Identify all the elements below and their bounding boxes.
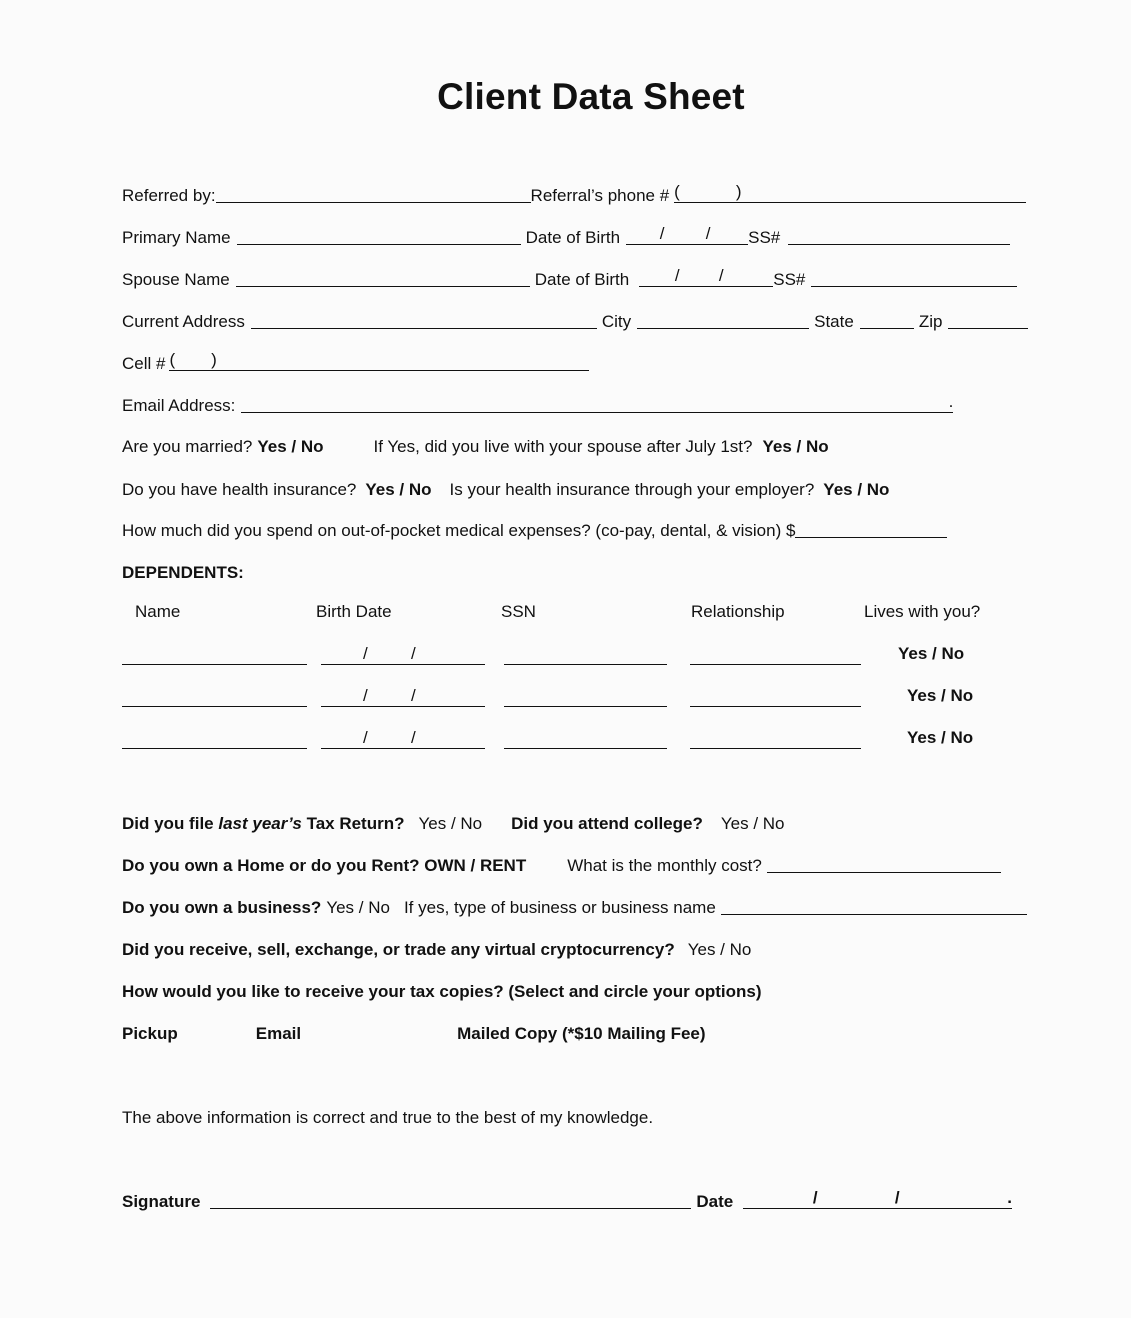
state-field[interactable] <box>860 310 914 329</box>
address-field[interactable] <box>251 310 597 329</box>
tax-return-row <box>122 810 1071 834</box>
home-rent-row <box>122 852 1071 876</box>
dep-ssn-field[interactable] <box>504 664 667 665</box>
option-mailed-copy[interactable]: Mailed Copy (*$10 Mailing Fee) <box>457 1024 706 1043</box>
dep-ssn-field[interactable] <box>504 748 667 749</box>
business-question: Do you own a business? <box>122 898 322 917</box>
live-with-spouse-yes-no[interactable]: Yes / No <box>762 437 829 456</box>
address-label: Current Address <box>122 312 245 331</box>
primary-row <box>122 224 1071 248</box>
signature-field[interactable] <box>210 1190 691 1209</box>
dependents-heading: DEPENDENTS: <box>122 563 244 582</box>
dep-col-birth-date: Birth Date <box>316 602 392 621</box>
tax-copies-row <box>122 978 1071 1002</box>
spouse-row <box>122 266 1071 290</box>
city-label: City <box>601 312 632 331</box>
dep-birth-slash: / <box>363 644 368 663</box>
city-field[interactable] <box>637 310 809 329</box>
referral-row <box>122 182 1071 206</box>
dep-col-ssn: SSN <box>501 602 536 621</box>
college-yes-no[interactable]: Yes / No <box>720 814 785 833</box>
primary-ss-label: SS# <box>748 228 781 247</box>
email-period: . <box>948 392 954 411</box>
crypto-yes-no[interactable]: Yes / No <box>687 940 752 959</box>
spouse-dob-label: Date of Birth <box>534 270 630 289</box>
married-row <box>122 433 1071 457</box>
home-rent-question[interactable]: Do you own a Home or do you Rent? OWN / RENT <box>122 856 527 875</box>
health-insurance-question: Do you have health insurance? <box>122 480 357 499</box>
dep-name-field[interactable] <box>122 706 307 707</box>
insurance-employer-yes-no[interactable]: Yes / No <box>823 480 890 499</box>
dep-birth-slash: / <box>363 728 368 747</box>
cell-field[interactable] <box>169 352 589 371</box>
crypto-row <box>122 936 1071 960</box>
signature-date-label: Date <box>696 1192 734 1211</box>
married-yes-no[interactable]: Yes / No <box>257 437 324 456</box>
tax-return-yes-no[interactable]: Yes / No <box>418 814 483 833</box>
dependents-heading-row <box>122 559 1071 583</box>
dep-birth-field[interactable] <box>321 706 485 707</box>
dep-birth-slash: / <box>411 728 416 747</box>
tax-copies-question: How would you like to receive your tax copies? (Select and circle your options) <box>122 982 762 1001</box>
dep-lives-with-yes-no[interactable]: Yes / No <box>907 728 974 747</box>
dep-lives-with-yes-no[interactable]: Yes / No <box>898 644 965 663</box>
page-title: Client Data Sheet <box>437 76 745 117</box>
dep-lives-with-yes-no[interactable]: Yes / No <box>907 686 974 705</box>
dep-relationship-field[interactable] <box>690 748 861 749</box>
insurance-row <box>122 476 1071 500</box>
email-field[interactable] <box>241 394 953 413</box>
dep-col-lives-with: Lives with you? <box>864 602 981 621</box>
dep-birth-field[interactable] <box>321 748 485 749</box>
dep-name-field[interactable] <box>122 748 307 749</box>
dep-col-relationship: Relationship <box>691 602 785 621</box>
business-name-field[interactable] <box>721 896 1027 915</box>
monthly-cost-label: What is the monthly cost? <box>567 856 762 875</box>
cell-label: Cell # <box>122 354 166 373</box>
dep-name-field[interactable] <box>122 664 307 665</box>
paren-open: ( <box>674 182 680 201</box>
address-row <box>122 308 1071 332</box>
medical-expenses-question: How much did you spend on out-of-pocket medical expenses? (co-pay, dental, & vision) $ <box>122 521 796 540</box>
health-insurance-yes-no[interactable]: Yes / No <box>365 480 432 499</box>
business-row <box>122 894 1071 918</box>
referral-phone-field[interactable] <box>674 184 1026 203</box>
zip-field[interactable] <box>948 310 1028 329</box>
business-yes-no[interactable]: Yes / No <box>326 898 390 917</box>
dep-birth-field[interactable] <box>321 664 485 665</box>
dep-ssn-field[interactable] <box>504 706 667 707</box>
insurance-employer-question: Is your health insurance through your employer? <box>449 480 815 499</box>
referral-phone-label: Referral’s phone # <box>530 186 670 205</box>
spouse-dob-field[interactable]: / / <box>639 265 773 287</box>
medical-expenses-field[interactable] <box>795 519 947 538</box>
zip-label: Zip <box>918 312 943 331</box>
signature-row <box>122 1188 1071 1212</box>
state-label: State <box>814 312 854 331</box>
paren-close: ) <box>735 182 742 201</box>
medical-row <box>122 517 1071 541</box>
spouse-name-label: Spouse Name <box>122 270 230 289</box>
dep-col-name: Name <box>135 602 181 621</box>
monthly-cost-field[interactable] <box>767 854 1001 873</box>
dep-relationship-field[interactable] <box>690 706 861 707</box>
cell-paren-open: ( <box>169 350 176 369</box>
referred-by-field[interactable] <box>216 184 531 203</box>
married-question: Are you married? <box>122 437 253 456</box>
spouse-ss-field[interactable] <box>811 268 1017 287</box>
dep-relationship-field[interactable] <box>690 664 861 665</box>
option-email[interactable]: Email <box>255 1024 302 1043</box>
tax-return-question: Did you file last year’s Tax Return? <box>122 814 405 833</box>
cell-paren-close: ) <box>211 350 217 369</box>
cell-row <box>122 350 1071 374</box>
business-name-label: If yes, type of business or business name <box>403 898 716 917</box>
attestation-text: The above information is correct and true to the best of my knowledge. <box>122 1108 654 1127</box>
dep-birth-slash: / <box>411 686 416 705</box>
college-question: Did you attend college? <box>511 814 703 833</box>
option-pickup[interactable]: Pickup <box>122 1024 178 1043</box>
email-row <box>122 392 1071 416</box>
crypto-question: Did you receive, sell, exchange, or trade any virtual cryptocurrency? <box>122 940 675 959</box>
dep-birth-slash: / <box>411 644 416 663</box>
dep-birth-slash: / <box>363 686 368 705</box>
signature-date-field[interactable]: / / . <box>743 1187 1012 1209</box>
live-with-spouse-question: If Yes, did you live with your spouse after July 1st? <box>373 437 753 456</box>
attestation-row <box>122 1104 1071 1128</box>
signature-label: Signature <box>122 1192 201 1211</box>
referred-by-label: Referred by: <box>122 186 216 205</box>
spouse-ss-label: SS# <box>773 270 806 289</box>
primary-dob-label: Date of Birth <box>525 228 621 247</box>
primary-name-label: Primary Name <box>122 228 231 247</box>
primary-name-field[interactable] <box>237 226 521 245</box>
spouse-name-field[interactable] <box>236 268 530 287</box>
primary-ss-field[interactable] <box>788 226 1010 245</box>
tax-copies-options <box>122 1020 1071 1044</box>
email-label: Email Address: <box>122 396 236 415</box>
primary-dob-field[interactable]: / / <box>626 223 748 245</box>
